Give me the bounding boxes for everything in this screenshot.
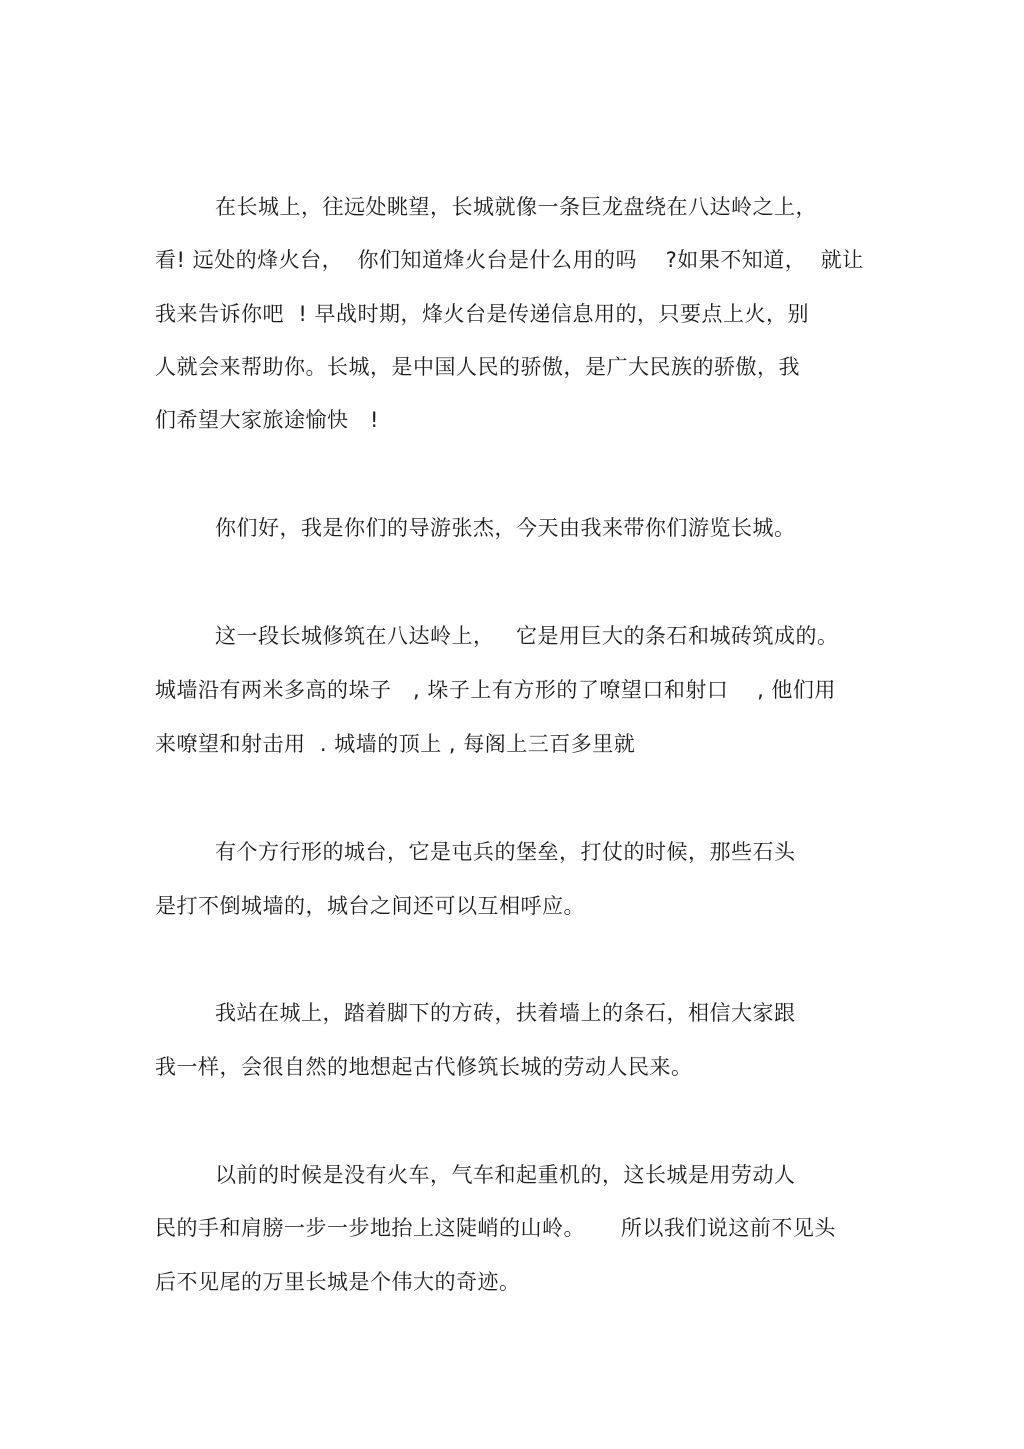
paragraph-3-line-3: 来嘹望和射击用 . 城墙的顶上 , 每阁上三百多里就 <box>155 732 636 756</box>
paragraph-1-line-2: 看! 远处的烽火台， 你们知道烽火台是什么用的吗 ?如果不知道， 就让 <box>155 248 864 272</box>
paragraph-1-line-5: 们希望大家旅途愉快 ! <box>155 408 379 432</box>
paragraph-6-line-3: 后不见尾的万里长城是个伟大的奇迹。 <box>155 1270 521 1294</box>
paragraph-1-line-3: 我来告诉你吧 ! 早战时期，烽火台是传递信息用的，只要点上火，别 <box>155 302 809 326</box>
paragraph-1-line-4: 人就会来帮助你。长城，是中国人民的骄傲，是广大民族的骄傲，我 <box>155 355 800 379</box>
paragraph-5-line-2: 我一样，会很自然的地想起古代修筑长城的劳动人民来。 <box>155 1055 693 1079</box>
paragraph-2-line-1: 你们好，我是你们的导游张杰，今天由我来带你们游览长城。 <box>215 516 796 540</box>
paragraph-1-line-1: 在长城上，往远处眺望，长城就像一条巨龙盘绕在八达岭之上， <box>215 195 817 219</box>
paragraph-6-line-2: 民的手和肩膀一步一步地抬上这陡峭的山岭。 所以我们说这前不见头 <box>155 1216 836 1240</box>
paragraph-3-line-1: 这一段长城修筑在八达岭上， 它是用巨大的条石和城砖筑成的。 <box>215 624 839 648</box>
paragraph-4-line-1: 有个方行形的城台，它是屯兵的堡垒，打仗的时候，那些石头 <box>215 840 796 864</box>
paragraph-3-line-2: 城墙沿有两米多高的垛子 , 垛子上有方形的了嘹望口和射口 , 他们用 <box>155 678 836 702</box>
paragraph-6-line-1: 以前的时候是没有火车，气车和起重机的，这长城是用劳动人 <box>215 1163 796 1187</box>
paragraph-4-line-2: 是打不倒城墙的，城台之间还可以互相呼应。 <box>155 894 585 918</box>
paragraph-5-line-1: 我站在城上，踏着脚下的方砖，扶着墙上的条石，相信大家跟 <box>215 1001 796 1025</box>
